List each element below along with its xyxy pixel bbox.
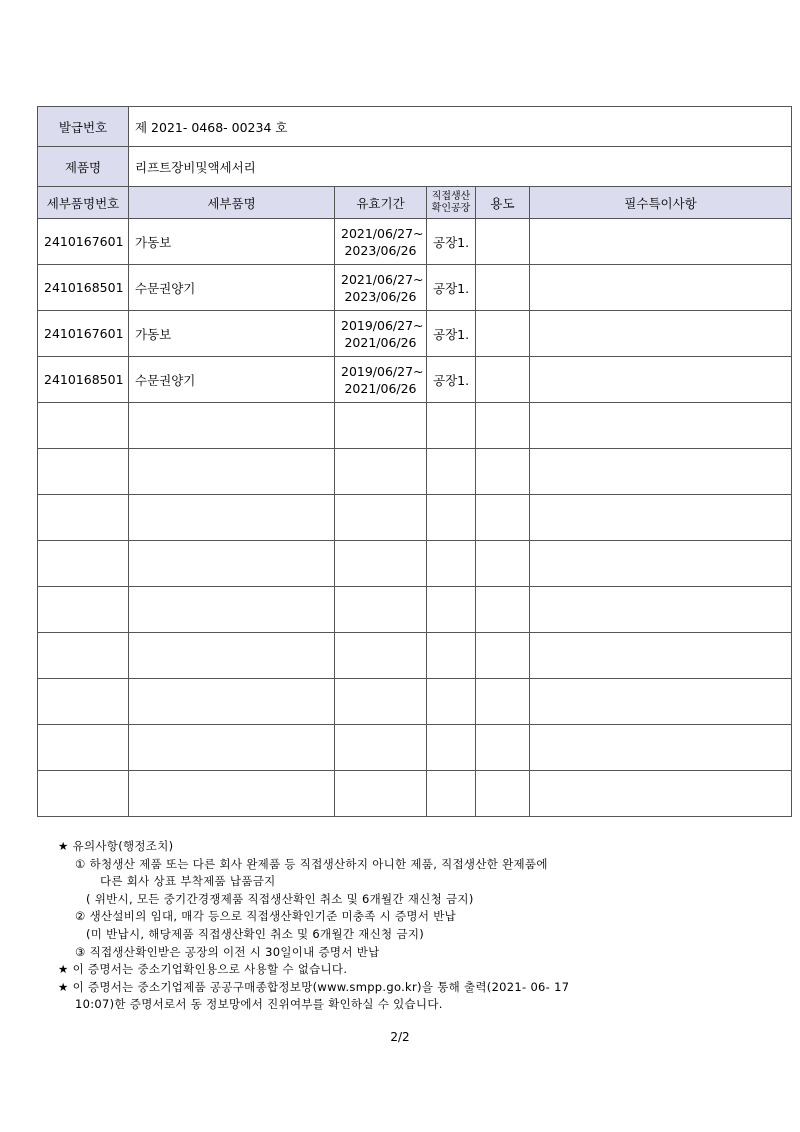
note-item: ① 하청생산 제품 또는 다른 회사 완제품 등 직접생산하지 아니한 제품, 직접생산한 완제품에 — [75, 856, 548, 871]
empty-cell — [530, 679, 792, 725]
empty-cell — [335, 725, 427, 771]
empty-table-row — [38, 587, 792, 633]
page-number: 2/2 — [390, 1030, 410, 1044]
empty-cell — [427, 587, 476, 633]
empty-table-row — [38, 495, 792, 541]
empty-table-row — [38, 725, 792, 771]
empty-cell — [530, 587, 792, 633]
empty-table-row — [38, 541, 792, 587]
period-end: 2021/06/26 — [344, 334, 417, 350]
empty-cell — [129, 449, 335, 495]
empty-cell — [530, 771, 792, 817]
empty-cell — [476, 679, 530, 725]
period-start: 2019/06/27~ — [341, 317, 424, 333]
empty-cell — [38, 725, 129, 771]
empty-table-row — [38, 771, 792, 817]
empty-cell — [335, 403, 427, 449]
table-row — [38, 357, 792, 403]
empty-cell — [335, 587, 427, 633]
empty-cell — [530, 495, 792, 541]
notes-section — [58, 838, 778, 1014]
note-item: ② 생산설비의 임대, 매각 등으로 직접생산확인기준 미충족 시 증명서 반납 — [75, 909, 457, 924]
note-item: 다른 회사 상표 부착제품 납품금지 — [100, 874, 276, 889]
product-code-cell: 2410168501 — [38, 265, 129, 311]
usage-cell — [476, 219, 530, 265]
empty-cell — [38, 449, 129, 495]
note-star: ★ 이 증명서는 중소기업확인용으로 사용할 수 없습니다. — [58, 962, 348, 977]
notes-cell — [530, 219, 792, 265]
empty-cell — [129, 587, 335, 633]
product-name-cell: 수문권양기 — [129, 357, 335, 403]
empty-cell — [476, 403, 530, 449]
notes-cell — [530, 311, 792, 357]
empty-cell — [38, 403, 129, 449]
validity-period-cell — [335, 311, 427, 357]
certificate-table — [37, 106, 792, 817]
empty-cell — [476, 449, 530, 495]
empty-cell — [129, 403, 335, 449]
empty-cell — [476, 587, 530, 633]
empty-cell — [427, 725, 476, 771]
empty-cell — [427, 541, 476, 587]
empty-cell — [476, 495, 530, 541]
empty-cell — [38, 541, 129, 587]
empty-cell — [335, 633, 427, 679]
period-start: 2021/06/27~ — [341, 271, 424, 287]
column-header: 필수특이사항 — [530, 187, 792, 219]
column-header: 세부품명 — [129, 187, 335, 219]
notes-cell — [530, 357, 792, 403]
empty-cell — [427, 771, 476, 817]
empty-cell — [530, 541, 792, 587]
usage-cell — [476, 265, 530, 311]
validity-period-cell — [335, 357, 427, 403]
column-header: 용도 — [476, 187, 530, 219]
empty-cell — [427, 633, 476, 679]
empty-cell — [38, 771, 129, 817]
empty-cell — [427, 495, 476, 541]
usage-cell — [476, 311, 530, 357]
issue-number-label: 발급번호 — [38, 107, 129, 147]
period-start: 2019/06/27~ — [341, 363, 424, 379]
empty-cell — [129, 679, 335, 725]
product-name-cell: 가동보 — [129, 219, 335, 265]
validity-period-cell — [335, 265, 427, 311]
product-name-label: 제품명 — [38, 147, 129, 187]
empty-cell — [335, 449, 427, 495]
empty-cell — [38, 633, 129, 679]
note-item: ( 위반시, 모든 중기간경쟁제품 직접생산확인 취소 및 6개월간 재신청 금지) — [86, 891, 474, 906]
product-code-cell: 2410168501 — [38, 357, 129, 403]
column-header: 직접생산 확인공장 — [427, 187, 476, 219]
period-end: 2023/06/26 — [344, 288, 417, 304]
empty-cell — [335, 679, 427, 725]
empty-cell — [530, 633, 792, 679]
column-header: 세부품명번호 — [38, 187, 129, 219]
empty-cell — [427, 679, 476, 725]
factory-cell: 공장1. — [427, 265, 476, 311]
product-code-cell: 2410167601 — [38, 311, 129, 357]
column-header: 유효기간 — [335, 187, 427, 219]
table-row — [38, 265, 792, 311]
notes-title: ★ 유의사항(행정조치) — [58, 839, 174, 853]
empty-cell — [530, 403, 792, 449]
empty-cell — [335, 495, 427, 541]
period-start: 2021/06/27~ — [341, 225, 424, 241]
note-item: ③ 직접생산확인받은 공장의 이전 시 30일이내 증명서 반납 — [75, 944, 380, 959]
table-row — [38, 311, 792, 357]
product-name-cell: 수문권양기 — [129, 265, 335, 311]
empty-cell — [129, 725, 335, 771]
period-end: 2023/06/26 — [344, 242, 417, 258]
notes-cell — [530, 265, 792, 311]
period-end: 2021/06/26 — [344, 380, 417, 396]
empty-cell — [129, 541, 335, 587]
issue-number-row — [38, 107, 792, 147]
table-body — [38, 219, 792, 817]
empty-cell — [129, 633, 335, 679]
empty-cell — [335, 541, 427, 587]
product-code-cell: 2410167601 — [38, 219, 129, 265]
empty-cell — [476, 633, 530, 679]
validity-period-cell — [335, 219, 427, 265]
empty-cell — [427, 449, 476, 495]
empty-cell — [335, 771, 427, 817]
empty-cell — [476, 541, 530, 587]
empty-cell — [38, 587, 129, 633]
product-name-cell: 가동보 — [129, 311, 335, 357]
empty-cell — [129, 771, 335, 817]
factory-cell: 공장1. — [427, 311, 476, 357]
empty-cell — [38, 679, 129, 725]
usage-cell — [476, 357, 530, 403]
empty-table-row — [38, 449, 792, 495]
empty-cell — [427, 403, 476, 449]
factory-cell: 공장1. — [427, 219, 476, 265]
product-name-row — [38, 147, 792, 187]
note-item: (미 반납시, 해당제품 직접생산확인 취소 및 6개월간 재신청 금지) — [86, 926, 425, 941]
empty-cell — [530, 449, 792, 495]
factory-cell: 공장1. — [427, 357, 476, 403]
empty-cell — [476, 725, 530, 771]
product-name-value: 리프트장비및액세서리 — [129, 147, 792, 187]
issue-number-value: 제 2021- 0468- 00234 호 — [129, 107, 792, 147]
note-star: ★ 이 증명서는 중소기업제품 공공구매종합정보망(www.smpp.go.kr)을 통해 출력(2021- 06- 17 — [58, 979, 570, 994]
empty-cell — [476, 771, 530, 817]
empty-cell — [38, 495, 129, 541]
empty-table-row — [38, 633, 792, 679]
table-row — [38, 219, 792, 265]
empty-cell — [129, 495, 335, 541]
empty-table-row — [38, 679, 792, 725]
column-header-row — [38, 187, 792, 219]
note-star: 10:07)한 증명서로서 동 정보망에서 진위여부를 확인하실 수 있습니다. — [75, 997, 443, 1012]
empty-table-row — [38, 403, 792, 449]
empty-cell — [530, 725, 792, 771]
